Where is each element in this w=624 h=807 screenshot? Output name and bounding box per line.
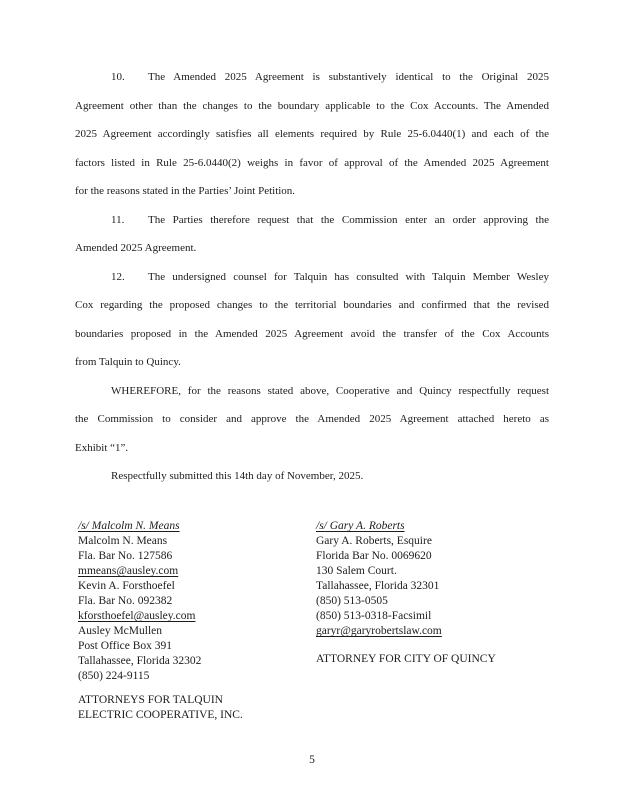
body-line: from Talquin to Quincy. [75, 356, 181, 368]
attorney-role-line: ELECTRIC COOPERATIVE, INC. [78, 709, 243, 721]
body-line: Respectfully submitted this 14th day of November, 2025. [111, 470, 364, 482]
email-link[interactable]: kforsthoefel@ausley.com [78, 610, 196, 622]
body-line: the Commission to consider and approve the Amended 2025 Agreement attached hereto as [75, 413, 549, 425]
paragraph-number: 10. [111, 71, 125, 83]
address-line: Tallahassee, Florida 32302 [78, 655, 202, 667]
body-line: Agreement other than the changes to the boundary applicable to the Cox Accounts. The Amended [75, 99, 549, 112]
attorney-role [316, 652, 566, 667]
paragraph-12 [75, 263, 549, 377]
line-text: The undersigned counsel for Talquin has consulted with Talquin Member Wesley [148, 270, 549, 283]
paragraph-number: 11. [111, 213, 125, 226]
paragraph-number: 12. [111, 270, 125, 283]
bar-number: Fla. Bar No. 127586 [78, 550, 173, 562]
address-line: 130 Salem Court. [316, 565, 397, 577]
firm-name: Ausley McMullen [78, 625, 163, 637]
address-line: Post Office Box 391 [78, 640, 173, 652]
paragraph-wherefore [75, 377, 549, 463]
body-line: 2025 Agreement accordingly satisfies all elements required by Rule 25-6.0440(1) and each of the [75, 128, 549, 140]
email-link[interactable]: garyr@garyrobertslaw.com [316, 625, 442, 637]
line-text: The Parties therefore request that the Commission enter an order approving the [148, 213, 549, 226]
signature-s-line: /s/ Gary A. Roberts [316, 520, 405, 532]
paragraph-10 [75, 63, 549, 206]
bar-number: Florida Bar No. 0069620 [316, 550, 432, 562]
email-link[interactable]: mmeans@ausley.com [78, 565, 179, 577]
body-line [75, 206, 549, 235]
body-line: for the reasons stated in the Parties’ Joint Petition. [75, 185, 296, 197]
signature-block-talquin [78, 519, 310, 723]
fax-number: (850) 513-0318-Facsimil [316, 610, 432, 622]
body-line: Exhibit “1”. [75, 441, 129, 454]
body-line [75, 63, 549, 92]
body-line: Amended 2025 Agreement. [75, 242, 197, 254]
bar-number: Fla. Bar No. 092382 [78, 595, 173, 607]
page-number: 5 [309, 754, 315, 766]
attorney-name: Malcolm N. Means [78, 535, 168, 547]
address-line: Tallahassee, Florida 32301 [316, 580, 440, 592]
document-body [75, 63, 549, 491]
signature-s-line: /s/ Malcolm N. Means [78, 520, 180, 532]
phone-number: (850) 224-9115 [78, 670, 150, 682]
paragraph-respectfully-submitted [75, 462, 549, 491]
phone-number: (850) 513-0505 [316, 595, 388, 607]
body-line: factors listed in Rule 25-6.0440(2) weighs in favor of approval of the Amended 2025 Agreement [75, 156, 549, 169]
body-line: WHEREFORE, for the reasons stated above, Cooperative and Quincy respectfully request [111, 384, 549, 397]
body-line: boundaries proposed in the Amended 2025 Agreement avoid the transfer of the Cox Accounts [75, 327, 549, 340]
signature-block-quincy [316, 519, 566, 667]
attorney-role-line: ATTORNEYS FOR TALQUIN [78, 694, 223, 706]
line-text: The Amended 2025 Agreement is substantively identical to the Original 2025 [148, 71, 549, 83]
body-line [75, 263, 549, 292]
attorney-name: Kevin A. Forsthoefel [78, 580, 175, 592]
attorney-role [78, 693, 310, 723]
body-line: Cox regarding the proposed changes to the territorial boundaries and confirmed that the revised [75, 299, 549, 311]
attorney-role-line: ATTORNEY FOR CITY OF QUINCY [316, 653, 496, 665]
attorney-name: Gary A. Roberts, Esquire [316, 535, 432, 547]
paragraph-11 [75, 206, 549, 263]
